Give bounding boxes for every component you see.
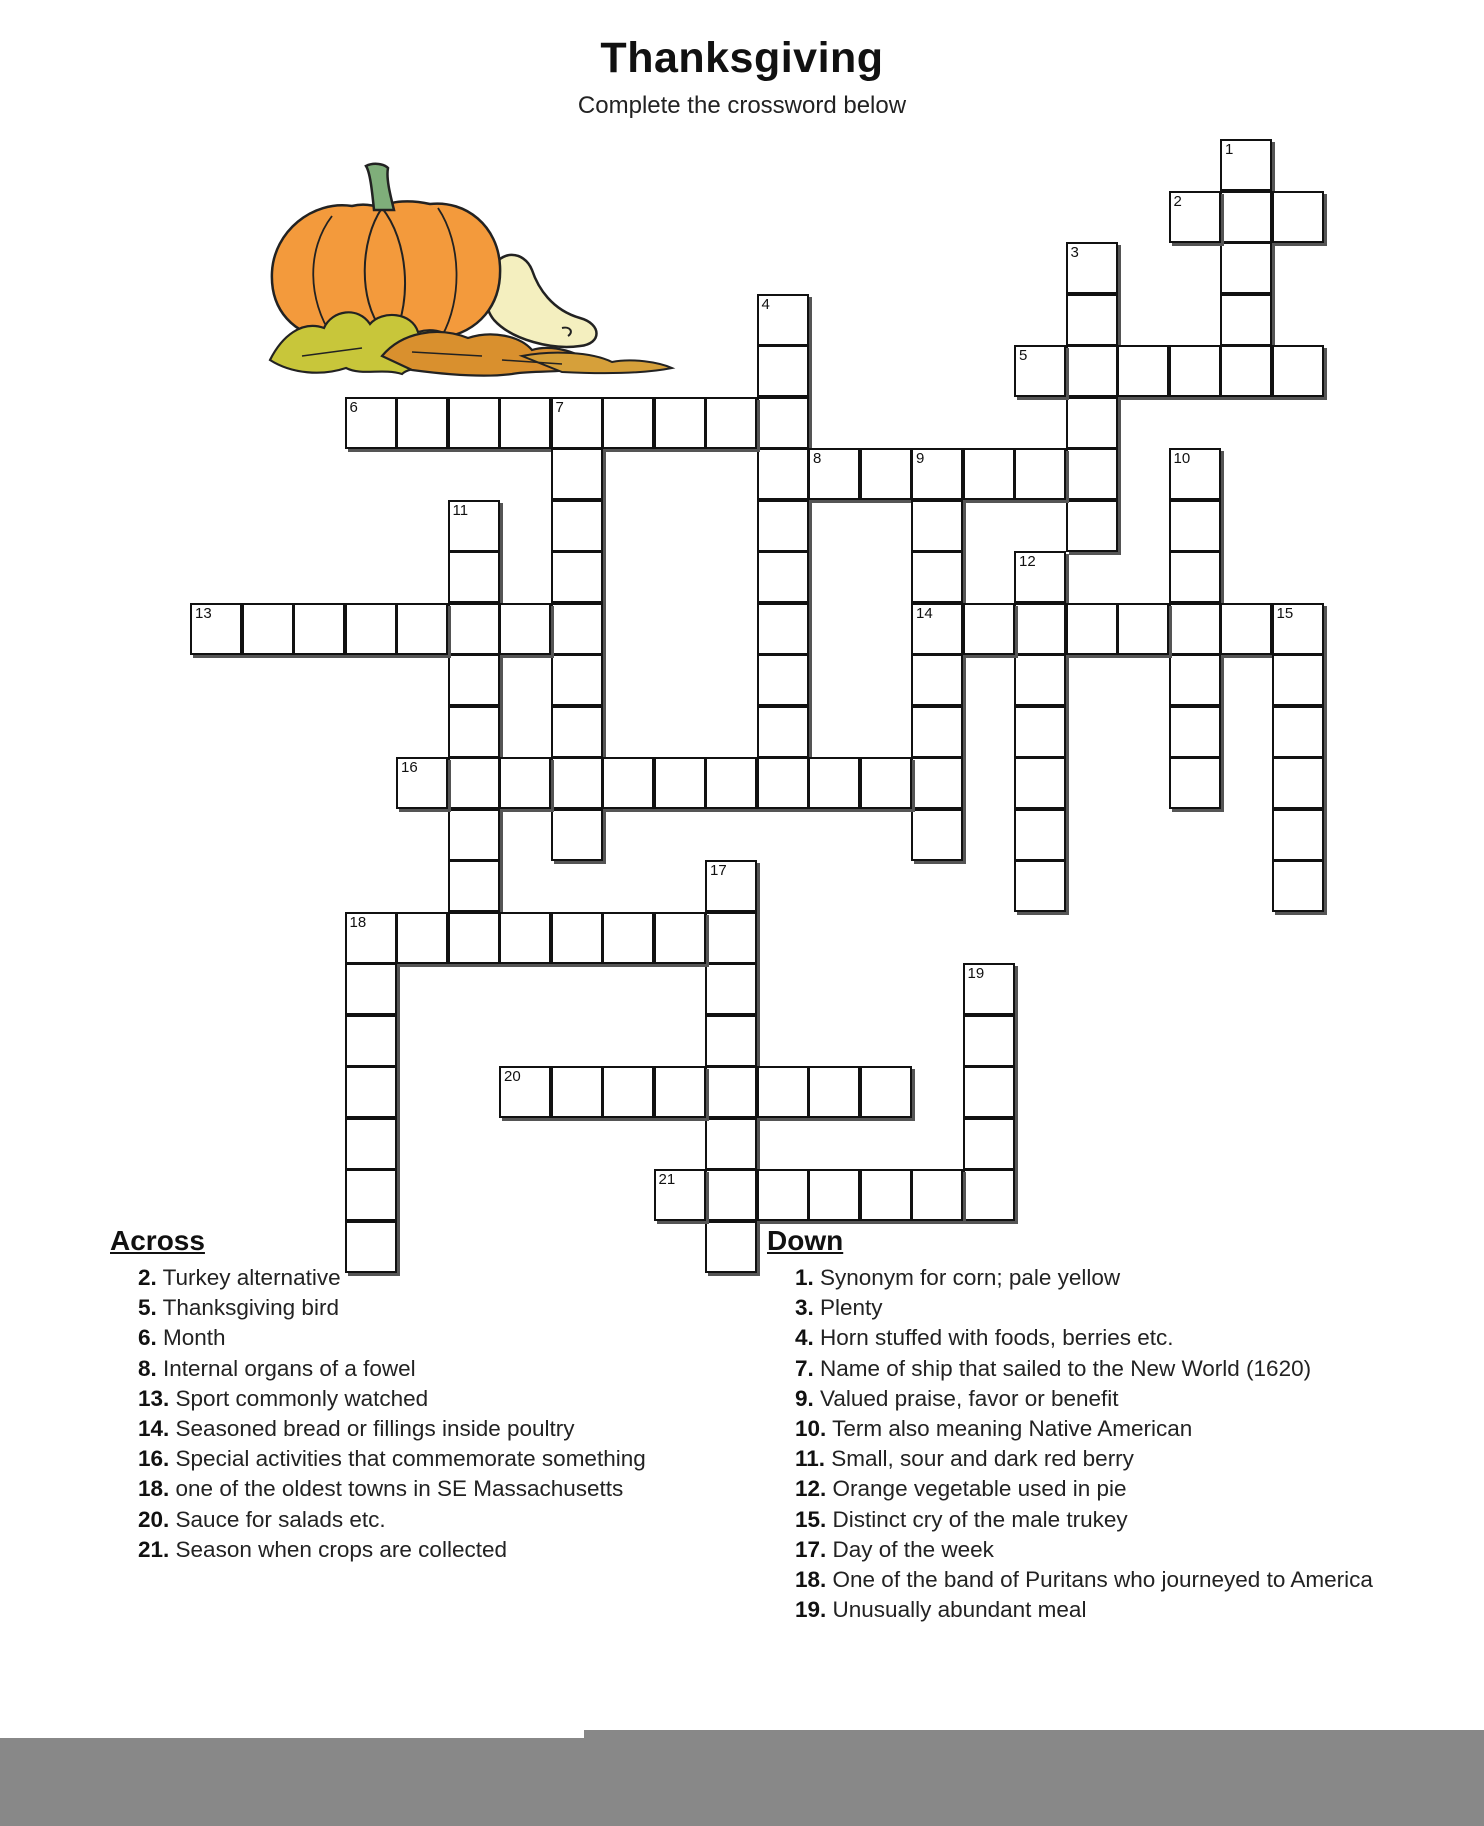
- crossword-cell[interactable]: [1220, 242, 1272, 294]
- crossword-cell[interactable]: [602, 397, 654, 449]
- across-heading: Across: [110, 1225, 205, 1256]
- crossword-cell[interactable]: [911, 551, 963, 603]
- clue-number: 4: [761, 295, 770, 313]
- clue-number: 11: [452, 501, 469, 519]
- clue-item-text: Internal organs of a fowel: [156, 1355, 416, 1381]
- clue-item-number: 19.: [795, 1597, 827, 1623]
- clue-item: [767, 1263, 1407, 1293]
- across-clue-list: [110, 1263, 730, 1565]
- crossword-cell[interactable]: [448, 757, 500, 809]
- clue-item: [767, 1293, 1407, 1323]
- crossword-cell[interactable]: [345, 912, 397, 964]
- crossword-cell[interactable]: [1117, 603, 1169, 655]
- crossword-cell[interactable]: [551, 654, 603, 706]
- clue-item-number: 7.: [795, 1355, 814, 1381]
- crossword-cell[interactable]: [448, 551, 500, 603]
- crossword-cell[interactable]: [654, 397, 706, 449]
- page-subtitle: Complete the crossword below: [577, 92, 907, 119]
- clue-item: [767, 1565, 1407, 1595]
- crossword-cell[interactable]: [705, 1169, 757, 1221]
- clue-item-text: Term also meaning Native American: [826, 1416, 1193, 1442]
- crossword-cell[interactable]: [757, 603, 809, 655]
- clue-item: [767, 1535, 1407, 1565]
- clue-item-text: Sauce for salads etc.: [169, 1506, 386, 1532]
- crossword-cell[interactable]: [1014, 551, 1066, 603]
- crossword-cell[interactable]: [911, 706, 963, 758]
- clue-item-number: 18.: [795, 1567, 827, 1593]
- crossword-cell[interactable]: [602, 1066, 654, 1118]
- clue-item-text: Turkey alternative: [156, 1265, 341, 1290]
- crossword-cell[interactable]: [190, 603, 242, 655]
- clue-item: [767, 1354, 1407, 1384]
- crossword-cell[interactable]: [963, 1015, 1015, 1067]
- crossword-cell[interactable]: [963, 1066, 1015, 1118]
- crossword-cell[interactable]: [1169, 706, 1221, 758]
- clue-number: 14: [916, 604, 933, 622]
- clue-item: [110, 1263, 730, 1293]
- crossword-cell[interactable]: [757, 1066, 809, 1118]
- clue-item-number: 1.: [795, 1265, 814, 1290]
- clue-item: [110, 1414, 730, 1444]
- crossword-cell[interactable]: [1220, 191, 1272, 243]
- clue-item-number: 3.: [795, 1295, 814, 1321]
- crossword-cell[interactable]: [963, 963, 1015, 1015]
- crossword-cell[interactable]: [1272, 809, 1324, 861]
- clue-item-text: Sport commonly watched: [169, 1385, 429, 1411]
- clue-number: 10: [1173, 450, 1191, 467]
- crossword-cell[interactable]: [551, 397, 603, 449]
- crossword-cell[interactable]: [1066, 242, 1118, 294]
- crossword-cell[interactable]: [396, 757, 448, 809]
- crossword-cell[interactable]: [448, 706, 500, 758]
- clue-item: [110, 1293, 730, 1323]
- page-title: Thanksgiving: [600, 34, 884, 82]
- clue-item-number: 2.: [138, 1265, 157, 1290]
- crossword-cell[interactable]: [1014, 603, 1066, 655]
- crossword-cell[interactable]: [1169, 345, 1221, 397]
- clue-number: 18: [349, 913, 367, 931]
- crossword-cell[interactable]: [757, 1169, 809, 1221]
- crossword-cell[interactable]: [1272, 603, 1324, 655]
- clue-number: 16: [401, 759, 418, 776]
- crossword-cell[interactable]: [1169, 654, 1221, 706]
- crossword-cell[interactable]: [1014, 860, 1066, 912]
- crossword-cell[interactable]: [1014, 809, 1066, 861]
- clue-number: 15: [1276, 604, 1294, 622]
- crossword-cell[interactable]: [808, 1169, 860, 1221]
- crossword-cell[interactable]: [293, 603, 345, 655]
- clue-number: 21: [658, 1171, 676, 1188]
- clue-item: [110, 1535, 730, 1565]
- clue-item-number: 21.: [138, 1536, 170, 1562]
- crossword-cell[interactable]: [345, 397, 397, 449]
- crossword-cell[interactable]: [345, 1169, 397, 1221]
- crossword-cell[interactable]: [1169, 551, 1221, 603]
- clue-item: [767, 1414, 1407, 1444]
- crossword-cell[interactable]: [963, 448, 1015, 500]
- clue-item-text: Synonym for corn; pale yellow: [813, 1265, 1121, 1290]
- crossword-cell[interactable]: [345, 963, 397, 1015]
- clue-item-text: Orange vegetable used in pie: [826, 1476, 1127, 1502]
- crossword-cell[interactable]: [1066, 500, 1118, 552]
- crossword-cell[interactable]: [654, 757, 706, 809]
- crossword-cell[interactable]: [448, 500, 500, 552]
- clue-item: [110, 1474, 730, 1504]
- crossword-cell[interactable]: [1066, 603, 1118, 655]
- crossword-cell[interactable]: [705, 963, 757, 1015]
- crossword-cell[interactable]: [448, 912, 500, 964]
- crossword-cell[interactable]: [1169, 757, 1221, 809]
- crossword-cell[interactable]: [551, 1066, 603, 1118]
- crossword-cell[interactable]: [963, 1169, 1015, 1221]
- crossword-cell[interactable]: [705, 1015, 757, 1067]
- clue-item-number: 16.: [138, 1446, 170, 1472]
- footer-notch: [0, 1730, 584, 1738]
- clue-item-text: Horn stuffed with foods, berries etc.: [813, 1325, 1174, 1351]
- clue-item-number: 10.: [795, 1416, 827, 1442]
- crossword-cell[interactable]: [1220, 603, 1272, 655]
- crossword-cell[interactable]: [1220, 139, 1272, 191]
- crossword-cell[interactable]: [654, 1066, 706, 1118]
- clue-item-text: Special activities that commemorate something: [169, 1446, 646, 1472]
- crossword-cell[interactable]: [499, 1066, 551, 1118]
- crossword-cell[interactable]: [911, 448, 963, 500]
- clue-item: [767, 1474, 1407, 1504]
- crossword-cell[interactable]: [911, 757, 963, 809]
- crossword-cell[interactable]: [911, 654, 963, 706]
- clue-item-number: 18.: [138, 1476, 170, 1502]
- crossword-cell[interactable]: [396, 603, 448, 655]
- crossword-cell[interactable]: [551, 809, 603, 861]
- clue-item: [767, 1384, 1407, 1414]
- crossword-cell[interactable]: [860, 757, 912, 809]
- crossword-cell[interactable]: [448, 860, 500, 912]
- crossword-cell[interactable]: [963, 1118, 1015, 1170]
- crossword-cell[interactable]: [345, 1015, 397, 1067]
- crossword-cell[interactable]: [1272, 860, 1324, 912]
- crossword-cell[interactable]: [448, 397, 500, 449]
- clue-number: 8: [813, 450, 822, 467]
- crossword-cell[interactable]: [757, 448, 809, 500]
- crossword-cell[interactable]: [705, 757, 757, 809]
- clue-item-number: 9.: [795, 1385, 814, 1411]
- crossword-cell[interactable]: [345, 1118, 397, 1170]
- clue-number: 3: [1070, 244, 1079, 261]
- crossword-cell[interactable]: [757, 706, 809, 758]
- crossword-cell[interactable]: [1014, 654, 1066, 706]
- crossword-cell[interactable]: [1272, 706, 1324, 758]
- clue-item-text: Plenty: [813, 1295, 883, 1321]
- clue-item-text: Thanksgiving bird: [156, 1295, 339, 1321]
- crossword-cell[interactable]: [705, 397, 757, 449]
- crossword-cell[interactable]: [1014, 757, 1066, 809]
- crossword-cell[interactable]: [551, 603, 603, 655]
- down-heading: Down: [767, 1225, 844, 1256]
- crossword-cell[interactable]: [448, 809, 500, 861]
- crossword-cell[interactable]: [551, 551, 603, 603]
- crossword-cell[interactable]: [1014, 448, 1066, 500]
- down-clues: [767, 1225, 1407, 1625]
- clue-item: [767, 1505, 1407, 1535]
- crossword-cell[interactable]: [1272, 191, 1324, 243]
- crossword-cell[interactable]: [499, 757, 551, 809]
- crossword-cell[interactable]: [1169, 500, 1221, 552]
- crossword-cell[interactable]: [551, 448, 603, 500]
- crossword-cell[interactable]: [757, 397, 809, 449]
- crossword-cell[interactable]: [911, 809, 963, 861]
- crossword-cell[interactable]: [345, 603, 397, 655]
- crossword-cell[interactable]: [551, 500, 603, 552]
- clue-item-number: 5.: [138, 1295, 157, 1321]
- clue-item-number: 13.: [138, 1385, 170, 1411]
- clue-item-number: 17.: [795, 1536, 827, 1562]
- crossword-cell[interactable]: [1169, 603, 1221, 655]
- crossword-cell[interactable]: [757, 294, 809, 346]
- clue-item-text: Small, sour and dark red berry: [825, 1446, 1134, 1472]
- crossword-cell[interactable]: [602, 757, 654, 809]
- clue-item-number: 4.: [795, 1325, 814, 1351]
- crossword-cell[interactable]: [1066, 397, 1118, 449]
- footer-bar: [0, 1730, 1484, 1826]
- crossword-cell[interactable]: [1014, 706, 1066, 758]
- clue-item-number: 14.: [138, 1416, 170, 1442]
- crossword-cell[interactable]: [499, 912, 551, 964]
- crossword-cell[interactable]: [396, 397, 448, 449]
- crossword-cell[interactable]: [1272, 757, 1324, 809]
- crossword-cell[interactable]: [757, 654, 809, 706]
- crossword-cell[interactable]: [860, 448, 912, 500]
- clue-item-text: Name of ship that sailed to the New World (1620): [813, 1355, 1312, 1381]
- clue-item-text: Valued praise, favor or benefit: [813, 1385, 1119, 1411]
- clue-item-text: Unusually abundant meal: [826, 1597, 1087, 1623]
- crossword-cell[interactable]: [757, 757, 809, 809]
- across-clues: [110, 1225, 730, 1565]
- crossword-cell[interactable]: [860, 1066, 912, 1118]
- crossword-cell[interactable]: [448, 654, 500, 706]
- crossword-cell[interactable]: [345, 1066, 397, 1118]
- crossword-cell[interactable]: [1066, 448, 1118, 500]
- clue-item: [767, 1444, 1407, 1474]
- crossword-cell[interactable]: [1117, 345, 1169, 397]
- crossword-cell[interactable]: [1220, 294, 1272, 346]
- crossword-cell[interactable]: [1014, 345, 1066, 397]
- clue-item-number: 20.: [138, 1506, 170, 1532]
- crossword-cell[interactable]: [757, 345, 809, 397]
- clue-number: 20: [504, 1068, 521, 1085]
- clue-item: [767, 1595, 1407, 1625]
- crossword-cell[interactable]: [911, 603, 963, 655]
- clue-item-text: one of the oldest towns in SE Massachusetts: [169, 1476, 624, 1502]
- crossword-cell[interactable]: [808, 757, 860, 809]
- crossword-cell[interactable]: [757, 500, 809, 552]
- clue-item-number: 6.: [138, 1325, 157, 1351]
- clue-item-text: Month: [156, 1325, 226, 1351]
- crossword-cell[interactable]: [705, 860, 757, 912]
- clue-item: [110, 1323, 730, 1353]
- crossword-cell[interactable]: [705, 1066, 757, 1118]
- crossword-cell[interactable]: [1169, 191, 1221, 243]
- crossword-cell[interactable]: [1272, 345, 1324, 397]
- crossword-cell[interactable]: [808, 1066, 860, 1118]
- clue-number: 7: [555, 398, 564, 416]
- clue-number: 9: [916, 450, 925, 467]
- clue-number: 13: [195, 604, 212, 622]
- crossword-cell[interactable]: [705, 912, 757, 964]
- clue-item-text: One of the band of Puritans who journeyed to America: [826, 1567, 1373, 1593]
- crossword-cell[interactable]: [551, 706, 603, 758]
- crossword-cell[interactable]: [448, 603, 500, 655]
- crossword-cell[interactable]: [1066, 345, 1118, 397]
- down-clue-list: [767, 1263, 1407, 1625]
- clue-item: [110, 1354, 730, 1384]
- clue-item-text: Distinct cry of the male trukey: [826, 1506, 1128, 1532]
- crossword-cell[interactable]: [654, 912, 706, 964]
- crossword-cell[interactable]: [963, 603, 1015, 655]
- clue-item-number: 15.: [795, 1506, 827, 1532]
- crossword-cell[interactable]: [911, 1169, 963, 1221]
- clue-item: [110, 1505, 730, 1535]
- crossword-cell[interactable]: [551, 912, 603, 964]
- clue-item: [767, 1323, 1407, 1353]
- clue-number: 6: [349, 398, 358, 416]
- crossword-cell[interactable]: [757, 551, 809, 603]
- clue-item-number: 11.: [795, 1446, 826, 1472]
- crossword-cell[interactable]: [911, 500, 963, 552]
- clue-number: 17: [710, 862, 727, 879]
- crossword-cell[interactable]: [551, 757, 603, 809]
- crossword-cell[interactable]: [396, 912, 448, 964]
- clue-item: [110, 1384, 730, 1414]
- crossword-cell[interactable]: [499, 397, 551, 449]
- crossword-cell[interactable]: [1220, 345, 1272, 397]
- crossword-cell[interactable]: [499, 603, 551, 655]
- clue-number: 1: [1225, 141, 1234, 158]
- crossword-cell[interactable]: [242, 603, 294, 655]
- crossword-cell[interactable]: [602, 912, 654, 964]
- crossword-cell[interactable]: [1066, 294, 1118, 346]
- clue-item-text: Season when crops are collected: [169, 1536, 507, 1562]
- clue-number: 19: [967, 965, 985, 982]
- crossword-cell[interactable]: [705, 1118, 757, 1170]
- clue-item: [110, 1444, 730, 1474]
- crossword-cell[interactable]: [860, 1169, 912, 1221]
- clue-number: 5: [1019, 347, 1028, 364]
- clue-item-number: 12.: [795, 1476, 827, 1502]
- crossword-cell[interactable]: [1169, 448, 1221, 500]
- clue-number: 2: [1173, 192, 1182, 210]
- clue-number: 12: [1019, 553, 1036, 570]
- clue-item-text: Seasoned bread or fillings inside poultry: [169, 1416, 575, 1442]
- clue-item-text: Day of the week: [826, 1536, 994, 1562]
- clue-item-number: 8.: [138, 1355, 157, 1381]
- crossword-cell[interactable]: [1272, 654, 1324, 706]
- crossword-cell[interactable]: [808, 448, 860, 500]
- crossword-cell[interactable]: [654, 1169, 706, 1221]
